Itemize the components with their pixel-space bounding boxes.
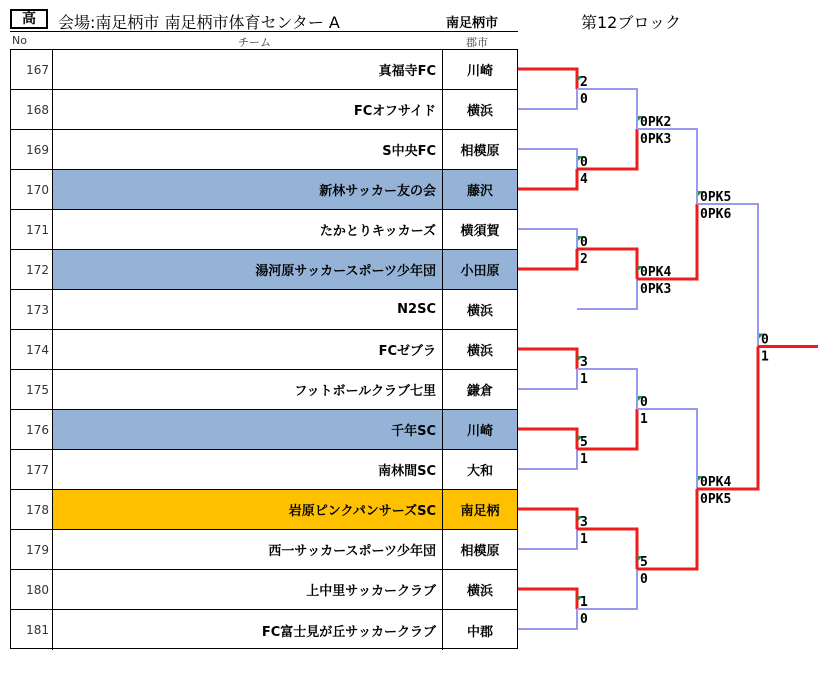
score-bottom: 0PK3 bbox=[640, 282, 672, 297]
team-name: 上中里サッカークラブ bbox=[53, 570, 443, 609]
score-top: 5 bbox=[580, 435, 588, 450]
bracket-line-top bbox=[518, 509, 577, 529]
team-name: たかとりキッカーズ bbox=[53, 210, 443, 249]
score-bottom: 4 bbox=[580, 172, 588, 187]
team-name: FCゼブラ bbox=[53, 330, 443, 369]
bracket-line-bottom bbox=[518, 449, 577, 469]
team-number: 181 bbox=[11, 610, 53, 650]
team-name: 湯河原サッカースポーツ少年団 bbox=[53, 250, 443, 289]
team-city: 藤沢 bbox=[443, 170, 517, 209]
team-name: N2SC bbox=[53, 290, 443, 329]
bracket-line-bottom bbox=[518, 89, 577, 109]
team-number: 180 bbox=[11, 570, 53, 609]
team-city: 南足柄 bbox=[443, 490, 517, 529]
team-number: 171 bbox=[11, 210, 53, 249]
team-city: 相模原 bbox=[460, 144, 500, 159]
score-top: 3 bbox=[580, 515, 588, 530]
bracket-line-top bbox=[518, 69, 577, 89]
team-number: 177 bbox=[11, 450, 53, 489]
grade-badge: 高 bbox=[10, 9, 48, 29]
team-number: 178 bbox=[11, 490, 53, 529]
score-bottom: 0PK3 bbox=[640, 132, 672, 147]
team-city: 横浜 bbox=[466, 344, 493, 359]
team-number: 175 bbox=[11, 370, 53, 409]
score-top: 0 bbox=[640, 395, 648, 410]
bracket-line-bottom bbox=[518, 609, 577, 629]
bracket-line-top bbox=[518, 589, 577, 609]
column-header-team: チーム bbox=[238, 36, 271, 49]
team-number: 179 bbox=[11, 530, 53, 569]
bracket-line-bottom bbox=[518, 169, 577, 189]
score-top: 0 bbox=[580, 155, 588, 170]
team-city: 相模原 bbox=[460, 544, 500, 559]
bracket-line-bottom bbox=[577, 279, 637, 309]
team-name: 真福寺FC bbox=[53, 50, 443, 89]
column-header-no: No bbox=[12, 34, 27, 47]
team-city: 大和 bbox=[466, 464, 493, 479]
score-top: 0PK2 bbox=[640, 115, 672, 130]
score-bottom: 1 bbox=[580, 532, 588, 547]
team-city: 川崎 bbox=[443, 410, 517, 449]
team-city: 横浜 bbox=[466, 104, 493, 119]
team-name: フットボールクラブ七里 bbox=[53, 370, 443, 409]
score-bottom: 0 bbox=[640, 572, 648, 587]
team-name: 新林サッカー友の会 bbox=[53, 170, 443, 209]
score-bottom: 1 bbox=[761, 349, 769, 365]
score-top: 3 bbox=[580, 355, 588, 370]
team-number: 174 bbox=[11, 330, 53, 369]
score-top: 0PK4 bbox=[640, 265, 672, 280]
team-city: 小田原 bbox=[443, 250, 517, 289]
team-name: 岩原ピンクパンサーズSC bbox=[53, 490, 443, 529]
score-bottom: 1 bbox=[640, 412, 648, 427]
team-number: 176 bbox=[11, 410, 53, 449]
team-number: 172 bbox=[11, 250, 53, 289]
bracket-line-bottom bbox=[518, 369, 577, 389]
column-header-city: 郡市 bbox=[466, 36, 488, 49]
team-city: 横浜 bbox=[466, 584, 493, 599]
team-name: 西一サッカースポーツ少年団 bbox=[53, 530, 443, 569]
score-bottom: 0 bbox=[580, 92, 588, 107]
header-city: 南足柄市 bbox=[446, 16, 499, 31]
team-name: 千年SC bbox=[53, 410, 443, 449]
score-top: 0PK5 bbox=[700, 190, 732, 205]
team-number: 170 bbox=[11, 170, 53, 209]
score-top: 0PK4 bbox=[700, 475, 732, 490]
score-top: 0 bbox=[761, 332, 769, 348]
score-bottom: 2 bbox=[580, 252, 588, 267]
team-name: FCオフサイド bbox=[53, 90, 443, 129]
score-top: 5 bbox=[640, 555, 648, 570]
bracket-line-bottom bbox=[518, 529, 577, 549]
bracket-line-top bbox=[697, 204, 758, 347]
team-city: 横浜 bbox=[466, 304, 493, 319]
team-city: 鎌倉 bbox=[466, 384, 493, 399]
team-city: 横須賀 bbox=[460, 224, 500, 239]
score-bottom: 0PK5 bbox=[700, 492, 732, 507]
team-city: 中郡 bbox=[466, 624, 493, 640]
team-name: S中央FC bbox=[53, 130, 443, 169]
team-name: FC富士見が丘サッカークラブ bbox=[53, 610, 443, 650]
bracket-line-bottom bbox=[518, 249, 577, 269]
score-top: 2 bbox=[580, 75, 588, 90]
score-bottom: 0PK6 bbox=[700, 207, 732, 222]
team-number: 169 bbox=[11, 130, 53, 169]
team-city: 川崎 bbox=[466, 64, 493, 79]
score-top: 0 bbox=[580, 235, 588, 250]
venue-title: 会場:南足柄市 南足柄市体育センター A bbox=[58, 13, 340, 32]
block-title: 第12ブロック bbox=[581, 13, 682, 32]
team-number: 167 bbox=[11, 50, 53, 89]
score-bottom: 1 bbox=[580, 452, 588, 467]
bracket-line-top bbox=[518, 149, 577, 169]
bracket-line-top bbox=[518, 229, 577, 249]
bracket-line-top bbox=[518, 429, 577, 449]
score-top: 1 bbox=[580, 595, 588, 610]
team-name: 南林間SC bbox=[53, 450, 443, 489]
team-number: 173 bbox=[11, 290, 53, 329]
bracket-line-bottom bbox=[697, 347, 758, 490]
score-bottom: 0 bbox=[580, 612, 588, 627]
bracket-line-top bbox=[518, 349, 577, 369]
team-number: 168 bbox=[11, 90, 53, 129]
score-bottom: 1 bbox=[580, 372, 588, 387]
